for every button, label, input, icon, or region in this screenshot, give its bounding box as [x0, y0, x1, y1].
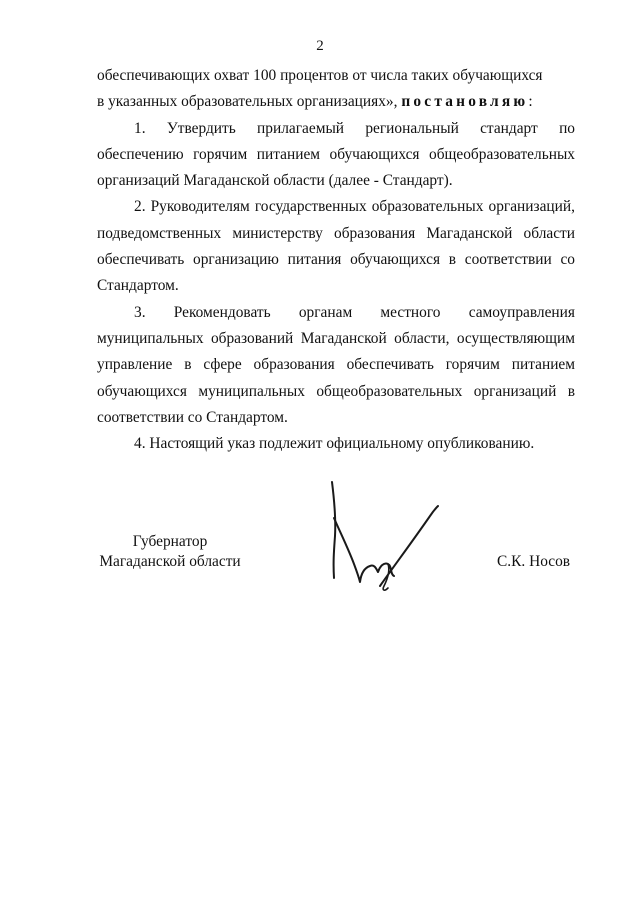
- item-1: 1. Утвердить прилагаемый региональный стандарт по обеспечению горячим питанием обучающихся общеобразовательных организаций Магаданской области (далее - Стандарт).: [97, 119, 575, 190]
- intro-line-1: обеспечивающих охват 100 процентов от числа таких обучающихся: [97, 67, 543, 84]
- decree-word: постановляю: [401, 93, 529, 111]
- intro-paragraph: [97, 63, 575, 116]
- signatory-title-line-1: Губернатор: [132, 533, 208, 550]
- intro-line-2: в указанных образовательных организациях»,: [97, 93, 402, 111]
- item-3: 3. Рекомендовать органам местного самоуправления муниципальных образований Магаданской области, осуществляющим управление в сфере образования обеспечивать горячим питанием обучающихся муниципальных общеобразовательных организаций в соответствии со Стандартом.: [97, 303, 575, 426]
- page-number: 2: [316, 38, 324, 54]
- item-2: 2. Руководителям государственных образовательных организаций, подведомственных министерству образования Магаданской области обеспечивать организацию питания обучающихся в соответствии со Стандартом.: [97, 198, 575, 295]
- item-4: 4. Настоящий указ подлежит официальному опубликованию.: [134, 435, 535, 453]
- document-body: [97, 63, 575, 457]
- signatory-title: [97, 532, 243, 572]
- signatory-name: С.К. Носов: [497, 553, 571, 570]
- handwritten-signature: [318, 478, 448, 598]
- signatory-title-line-2: Магаданской области: [99, 553, 241, 570]
- intro-colon: :: [528, 93, 533, 111]
